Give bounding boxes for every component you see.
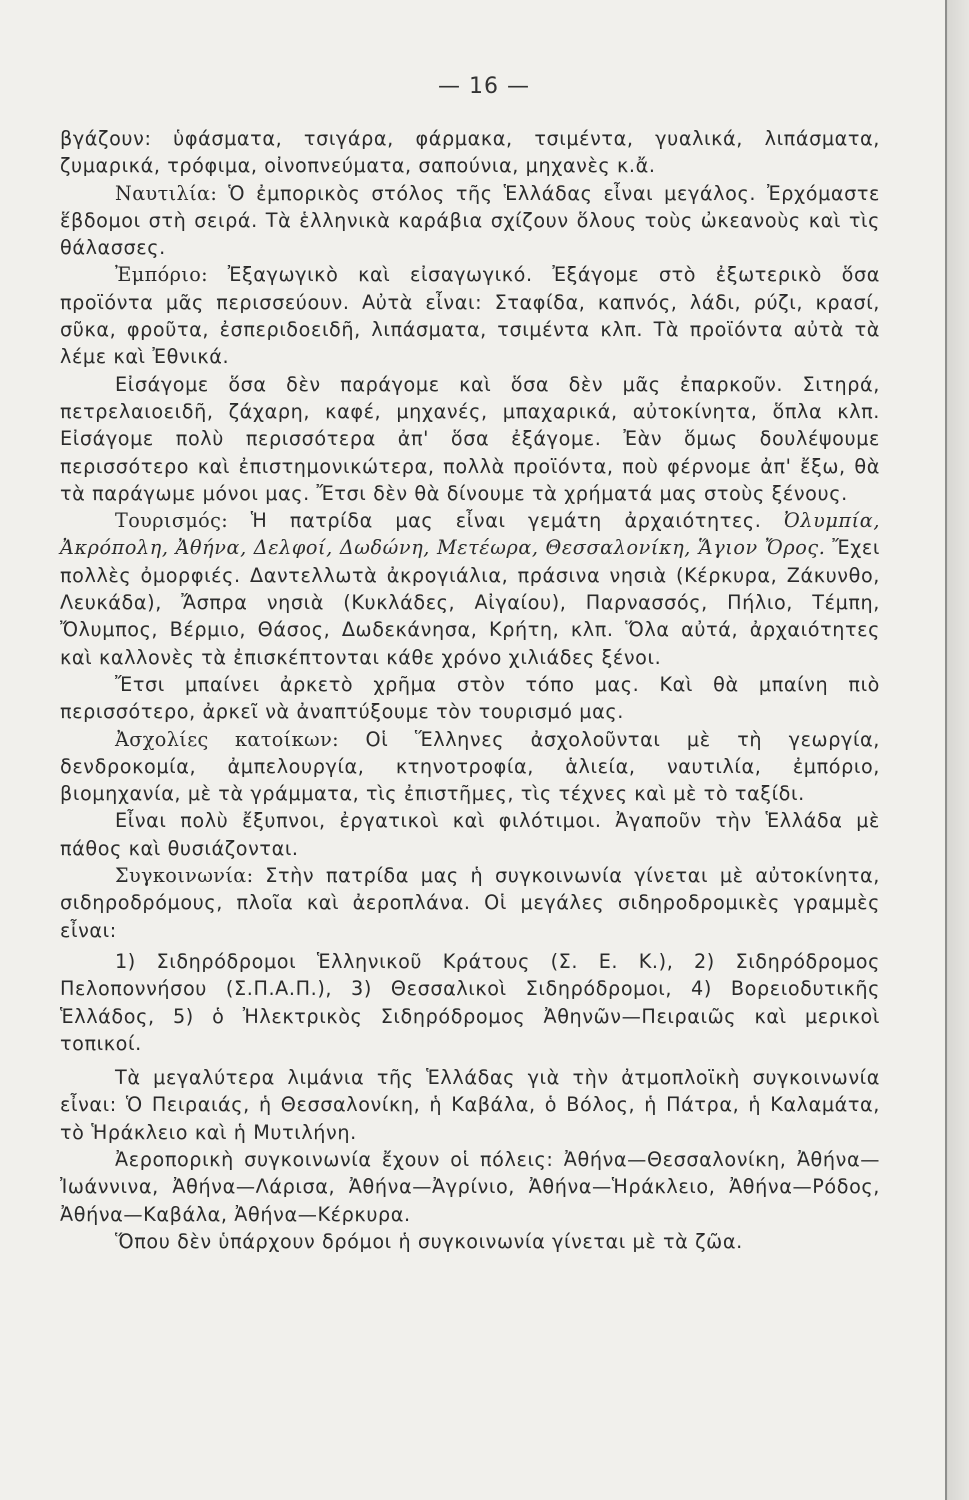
paragraph-tourismos-money: Ἔτσι μπαίνει ἀρκετὸ χρῆμα στὸν τόπο μας. Καὶ θὰ μπαίνη πιὸ περισσότερο, ἀρκεῖ νὰ ἀναπτύξουμε τὸν τουρισμό μας. [60,672,880,724]
text-ascholies: Οἱ Ἕλληνες ἀσχολοῦνται μὲ τὴ γεωργία, δενδροκομία, ἀμπελουργία, κτηνοτροφία, ἁλιεία, ναυτιλία, ἐμπόριο, βιομηχανία, μὲ τὰ γράμματα, τὶς ἐπιστῆμες, τὶς τέχνες καὶ μὲ τὸ ταξίδι. [60,727,880,806]
page-number: — 16 — [438,74,530,99]
paragraph-imports: Εἰσάγομε ὅσα δὲν παράγομε καὶ ὅσα δὲν μᾶς ἐπαρκοῦν. Σιτηρά, πετρελαιοειδῆ, ζάχαρη, καφέ, μηχανές, μπαχαρικά, αὐτοκίνητα, ὅπλα κλπ. Εἰσάγομε πολὺ περισσότερα ἀπ' ὅσα ἐξάγομε. Ἐὰν ὅμως δουλέψουμε περισσότερο καὶ ἐπιστημονικώτερα, πολλὰ προϊόντα, ποὺ φέρνομε ἀπ' ἔξω, θὰ τὰ παράγωμε μόνοι μας. Ἔτσι δὲν θὰ δίνουμε τὰ χρήματά μας στοὺς ξένους. [60,372,880,505]
text-nautilia: Ὁ ἐμπορικὸς στόλος τῆς Ἑλλάδας εἶναι μεγάλος. Ἐρχόμαστε ἕβδομοι στὴ σειρά. Τὰ ἑλληνικὰ καράβια σχίζουν ὅλους τοὺς ὠκεανοὺς καὶ τὶς θάλασσες. [60,181,881,260]
paragraph-sygkoinonia [60,862,880,944]
paragraph-ascholies [60,726,880,808]
page-body [60,66,880,1255]
paragraph-tourismos [60,507,880,671]
text-tourismos-places: Ὀλυμπία, Ἀκρόπολη, Ἀθήνα, Δελφοί, Δωδώνη, Μετέωρα, Θεσσαλονίκη, Ἅγιον Ὄρος. [60,509,881,560]
text-tourismos-1: Ἡ πατρίδα μας εἶναι γεμάτη ἀρχαιότητες. [250,509,762,533]
text-sygkoinonia: Στὴν πατρίδα μας ἡ συγκοινωνία γίνεται μὲ αὐτοκίνητα, σιδηροδρόμους, πλοῖα καὶ ἀεροπλάνα. Οἱ μεγάλες σιδηροδρομικὲς γραμμὲς εἶναι: [60,864,880,942]
paragraph-ports: Τὰ μεγαλύτερα λιμάνια τῆς Ἑλλάδας γιὰ τὴν ἀτμοπλοϊκὴ συγκοινωνία εἶναι: Ὁ Πειραιάς, ἡ Θεσσαλονίκη, ἡ Καβάλα, ὁ Βόλος, ἡ Πάτρα, ἡ Καλαμάτα, τὸ Ἡράκλειο καὶ ἡ Μυτιλήνη. [60,1066,880,1144]
paragraph-railways-list: 1) Σιδηρόδρομοι Ἑλληνικοῦ Κράτους (Σ. Ε. Κ.), 2) Σιδηρόδρομος Πελοποννήσου (Σ.Π.Α.Π.), 3) Θεσσαλικοὶ Σιδηρόδρομοι, 4) Βορειοδυτικῆς Ἑλλάδος, 5) ὁ Ἠλεκτρικὸς Σιδηρόδρομος Ἀθηνῶν—Πειραιῶς καὶ μερικοὶ τοπικοί. [60,949,880,1055]
heading-sygkoinonia: Συγκοινωνία: [115,864,254,888]
paragraph-animals: Ὅπου δὲν ὑπάρχουν δρόμοι ἡ συγκοινωνία γίνεται μὲ τὰ ζῶα. [115,1229,743,1253]
page-gutter-line [945,0,947,1500]
text-tourismos-2: Ἔχει πολλὲς ὀμορφιές. Δαντελλωτὰ ἀκρογιάλια, πράσινα νησιὰ (Κέρκυρα, Ζάκυνθο, Λευκάδα), Ἄσπρα νησιὰ (Κυκλάδες, Αἰγαίου), Παρνασσός, Πήλιο, Τέμπη, Ὄλυμπος, Βέρμιο, Θάσος, Δωδεκάνησα, Κρήτη, κλπ. Ὅλα αὐτά, ἀρχαιότητες καὶ καλλονὲς τὰ ἐπισκέπτονται κάθε χρόνο χιλιάδες ξένοι. [60,536,880,669]
page-edge [945,0,969,1500]
paragraph-nautilia [60,180,880,262]
heading-ascholies: Ἀσχολίες κατοίκων: [115,727,340,751]
paragraph-emporio [60,261,880,370]
paragraph-ascholies-2: Εἶναι πολὺ ἔξυπνοι, ἐργατικοὶ καὶ φιλότιμοι. Ἀγαποῦν τὴν Ἑλλάδα μὲ πάθος καὶ θυσιάζονται. [60,809,880,860]
paragraph-air-routes: Ἀεροπορικὴ συγκοινωνία ἔχουν οἱ πόλεις: Ἀθήνα—Θεσσαλονίκη, Ἀθήνα—Ἰωάννινα, Ἀθήνα—Λάρισα, Ἀθήνα—Ἀγρίνιο, Ἀθήνα—Ἡράκλειο, Ἀθήνα—Ρόδος, Ἀθήνα—Καβάλα, Ἀθήνα—Κέρκυρα. [60,1147,880,1226]
heading-nautilia: Ναυτιλία: [115,181,218,205]
paragraph-exports-list: βγάζουν: ὑφάσματα, τσιγάρα, φάρμακα, τσιμέντα, γυαλικά, λιπάσματα, ζυμαρικά, τρόφιμα, οἰνοπνεύματα, σαπούνια, μηχανὲς κ.ἄ. [60,127,880,178]
heading-tourismos: Τουρισμός: [115,509,229,533]
heading-emporio: Ἐμπόριο: [115,263,209,287]
text-emporio: Ἐξαγωγικὸ καὶ εἰσαγωγικό. Ἐξάγομε στὸ ἐξωτερικὸ ὅσα προϊόντα μᾶς περισσεύουν. Αὐτὰ εἶναι: Σταφίδα, καπνός, λάδι, ρύζι, κρασί, σῦκα, φροῦτα, ἐσπεριδοειδῆ, λιπάσματα, τσιμέντα κλπ. Τὰ προϊόντα αὐτὰ τὰ λέμε καὶ Ἐθνικά. [60,263,880,369]
